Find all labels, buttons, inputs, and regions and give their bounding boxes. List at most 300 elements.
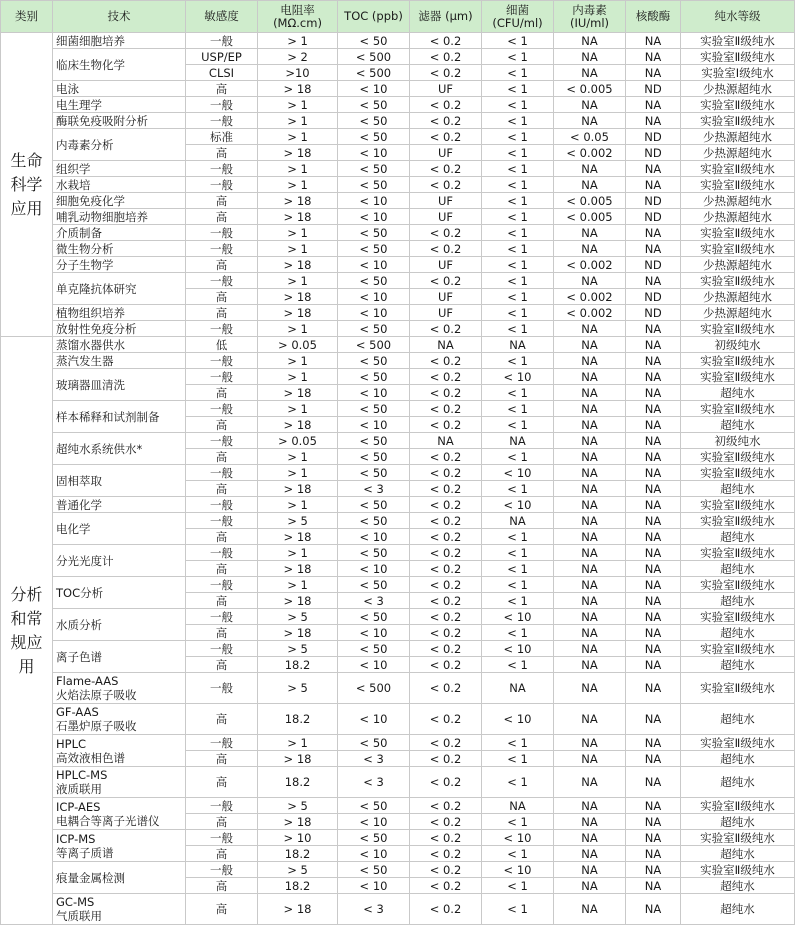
endotoxin-cell: NA xyxy=(554,735,626,751)
endotoxin-cell: NA xyxy=(554,225,626,241)
sensitivity-cell: 一般 xyxy=(186,241,258,257)
water-grade-cell: 超纯水 xyxy=(681,593,795,609)
filter-cell: < 0.2 xyxy=(410,862,482,878)
toc-cell: < 3 xyxy=(338,894,410,925)
sensitivity-cell: 高 xyxy=(186,814,258,830)
table-row xyxy=(1,862,795,878)
toc-cell: < 50 xyxy=(338,862,410,878)
water-grade-cell: 实验室Ⅱ级纯水 xyxy=(681,735,795,751)
endotoxin-cell: NA xyxy=(554,321,626,337)
bacteria-cell: < 1 xyxy=(482,417,554,433)
technique-cell: 普通化学 xyxy=(53,497,186,513)
nuclease-cell: NA xyxy=(626,545,681,561)
endotoxin-cell: < 0.002 xyxy=(554,145,626,161)
endotoxin-cell: NA xyxy=(554,593,626,609)
resistivity-cell: > 1 xyxy=(258,273,338,289)
water-grade-cell: 实验室Ⅱ级纯水 xyxy=(681,449,795,465)
water-grade-cell: 实验室Ⅱ级纯水 xyxy=(681,97,795,113)
technique-cell: ICP-AES 电耦合等离子光谱仪 xyxy=(53,798,186,830)
endotoxin-cell: NA xyxy=(554,545,626,561)
endotoxin-cell: < 0.05 xyxy=(554,129,626,145)
technique-cell: 水栽培 xyxy=(53,177,186,193)
sensitivity-cell: 高 xyxy=(186,878,258,894)
endotoxin-cell: NA xyxy=(554,529,626,545)
toc-cell: < 10 xyxy=(338,145,410,161)
toc-cell: < 50 xyxy=(338,513,410,529)
sensitivity-cell: 高 xyxy=(186,561,258,577)
toc-cell: < 500 xyxy=(338,673,410,704)
technique-cell: 离子色谱 xyxy=(53,641,186,673)
technique-cell: 哺乳动物细胞培养 xyxy=(53,209,186,225)
water-grade-cell: 超纯水 xyxy=(681,385,795,401)
table-row xyxy=(1,767,795,798)
toc-cell: < 3 xyxy=(338,767,410,798)
endotoxin-cell: NA xyxy=(554,481,626,497)
water-grade-cell: 超纯水 xyxy=(681,481,795,497)
nuclease-cell: ND xyxy=(626,289,681,305)
sensitivity-cell: 一般 xyxy=(186,497,258,513)
filter-cell: < 0.2 xyxy=(410,593,482,609)
water-grade-cell: 超纯水 xyxy=(681,878,795,894)
header-technique: 技术 xyxy=(53,1,186,33)
filter-cell: < 0.2 xyxy=(410,561,482,577)
technique-cell: 样本稀释和试剂制备 xyxy=(53,401,186,433)
bacteria-cell: < 1 xyxy=(482,449,554,465)
sensitivity-cell: 高 xyxy=(186,625,258,641)
bacteria-cell: < 10 xyxy=(482,497,554,513)
nuclease-cell: ND xyxy=(626,81,681,97)
resistivity-cell: > 1 xyxy=(258,129,338,145)
nuclease-cell: NA xyxy=(626,735,681,751)
resistivity-cell: > 5 xyxy=(258,798,338,814)
filter-cell: UF xyxy=(410,193,482,209)
category-cell: 生命科学应用 xyxy=(1,33,53,337)
toc-cell: < 10 xyxy=(338,704,410,735)
header-nuclease: 核酸酶 xyxy=(626,1,681,33)
resistivity-cell: > 18 xyxy=(258,193,338,209)
bacteria-cell: < 1 xyxy=(482,209,554,225)
filter-cell: UF xyxy=(410,145,482,161)
nuclease-cell: NA xyxy=(626,529,681,545)
bacteria-cell: < 1 xyxy=(482,289,554,305)
water-grade-cell: 实验室Ⅱ级纯水 xyxy=(681,465,795,481)
table-row xyxy=(1,97,795,113)
resistivity-cell: > 18 xyxy=(258,209,338,225)
technique-cell: ICP-MS 等离子质谱 xyxy=(53,830,186,862)
table-row xyxy=(1,830,795,846)
nuclease-cell: NA xyxy=(626,878,681,894)
nuclease-cell: NA xyxy=(626,113,681,129)
nuclease-cell: ND xyxy=(626,257,681,273)
filter-cell: < 0.2 xyxy=(410,273,482,289)
endotoxin-cell: NA xyxy=(554,273,626,289)
sensitivity-cell: 一般 xyxy=(186,161,258,177)
resistivity-cell: > 18 xyxy=(258,529,338,545)
filter-cell: < 0.2 xyxy=(410,704,482,735)
filter-cell: < 0.2 xyxy=(410,161,482,177)
header-filter: 滤器 (μm) xyxy=(410,1,482,33)
filter-cell: < 0.2 xyxy=(410,846,482,862)
bacteria-cell: < 1 xyxy=(482,735,554,751)
water-grade-cell: 少热源超纯水 xyxy=(681,209,795,225)
endotoxin-cell: NA xyxy=(554,97,626,113)
bacteria-cell: NA xyxy=(482,433,554,449)
technique-cell: 放射性免疫分析 xyxy=(53,321,186,337)
toc-cell: < 50 xyxy=(338,113,410,129)
toc-cell: < 50 xyxy=(338,449,410,465)
bacteria-cell: < 1 xyxy=(482,81,554,97)
endotoxin-cell: NA xyxy=(554,577,626,593)
endotoxin-cell: NA xyxy=(554,641,626,657)
technique-cell: HPLC-MS 液质联用 xyxy=(53,767,186,798)
bacteria-cell: < 1 xyxy=(482,113,554,129)
table-row xyxy=(1,401,795,417)
filter-cell: < 0.2 xyxy=(410,241,482,257)
resistivity-cell: > 1 xyxy=(258,369,338,385)
toc-cell: < 50 xyxy=(338,161,410,177)
sensitivity-cell: 高 xyxy=(186,449,258,465)
nuclease-cell: NA xyxy=(626,321,681,337)
nuclease-cell: NA xyxy=(626,49,681,65)
nuclease-cell: ND xyxy=(626,129,681,145)
resistivity-cell: 18.2 xyxy=(258,767,338,798)
resistivity-cell: > 1 xyxy=(258,33,338,49)
filter-cell: UF xyxy=(410,289,482,305)
toc-cell: < 50 xyxy=(338,497,410,513)
sensitivity-cell: 一般 xyxy=(186,225,258,241)
resistivity-cell: > 18 xyxy=(258,145,338,161)
toc-cell: < 50 xyxy=(338,830,410,846)
endotoxin-cell: NA xyxy=(554,369,626,385)
bacteria-cell: < 1 xyxy=(482,561,554,577)
toc-cell: < 10 xyxy=(338,814,410,830)
table-row xyxy=(1,225,795,241)
resistivity-cell: > 1 xyxy=(258,353,338,369)
bacteria-cell: < 1 xyxy=(482,321,554,337)
filter-cell: < 0.2 xyxy=(410,385,482,401)
endotoxin-cell: NA xyxy=(554,353,626,369)
toc-cell: < 10 xyxy=(338,289,410,305)
bacteria-cell: < 1 xyxy=(482,401,554,417)
water-grade-cell: 实验室Ⅱ级纯水 xyxy=(681,33,795,49)
filter-cell: < 0.2 xyxy=(410,481,482,497)
endotoxin-cell: < 0.005 xyxy=(554,209,626,225)
water-grade-cell: 少热源超纯水 xyxy=(681,193,795,209)
technique-cell: 电泳 xyxy=(53,81,186,97)
technique-cell: 细胞免疫化学 xyxy=(53,193,186,209)
water-grade-cell: 实验室Ⅱ级纯水 xyxy=(681,673,795,704)
bacteria-cell: < 10 xyxy=(482,862,554,878)
sensitivity-cell: 高 xyxy=(186,145,258,161)
technique-cell: 蒸汽发生器 xyxy=(53,353,186,369)
header-toc: TOC (ppb) xyxy=(338,1,410,33)
endotoxin-cell: NA xyxy=(554,878,626,894)
water-grade-cell: 超纯水 xyxy=(681,767,795,798)
water-grade-cell: 少热源超纯水 xyxy=(681,257,795,273)
filter-cell: < 0.2 xyxy=(410,321,482,337)
nuclease-cell: NA xyxy=(626,751,681,767)
sensitivity-cell: 一般 xyxy=(186,513,258,529)
toc-cell: < 50 xyxy=(338,433,410,449)
endotoxin-cell: NA xyxy=(554,751,626,767)
bacteria-cell: < 10 xyxy=(482,465,554,481)
nuclease-cell: NA xyxy=(626,417,681,433)
water-grade-cell: 超纯水 xyxy=(681,529,795,545)
water-grade-cell: 实验室Ⅱ级纯水 xyxy=(681,862,795,878)
bacteria-cell: < 1 xyxy=(482,767,554,798)
technique-cell: Flame-AAS 火焰法原子吸收 xyxy=(53,673,186,704)
nuclease-cell: NA xyxy=(626,369,681,385)
table-row xyxy=(1,209,795,225)
resistivity-cell: > 5 xyxy=(258,862,338,878)
nuclease-cell: NA xyxy=(626,641,681,657)
sensitivity-cell: 高 xyxy=(186,751,258,767)
sensitivity-cell: 一般 xyxy=(186,401,258,417)
resistivity-cell: > 18 xyxy=(258,385,338,401)
sensitivity-cell: 高 xyxy=(186,657,258,673)
resistivity-cell: > 1 xyxy=(258,545,338,561)
filter-cell: UF xyxy=(410,305,482,321)
table-row xyxy=(1,33,795,49)
endotoxin-cell: NA xyxy=(554,657,626,673)
water-grade-cell: 实验室Ⅱ级纯水 xyxy=(681,113,795,129)
sensitivity-cell: 一般 xyxy=(186,735,258,751)
sensitivity-cell: 一般 xyxy=(186,830,258,846)
resistivity-cell: > 2 xyxy=(258,49,338,65)
technique-cell: GC-MS 气质联用 xyxy=(53,894,186,925)
endotoxin-cell: < 0.005 xyxy=(554,81,626,97)
endotoxin-cell: NA xyxy=(554,161,626,177)
table-row xyxy=(1,353,795,369)
water-grade-cell: 超纯水 xyxy=(681,657,795,673)
endotoxin-cell: NA xyxy=(554,337,626,353)
filter-cell: < 0.2 xyxy=(410,735,482,751)
nuclease-cell: NA xyxy=(626,673,681,704)
toc-cell: < 50 xyxy=(338,609,410,625)
resistivity-cell: > 18 xyxy=(258,894,338,925)
water-grade-cell: 实验室Ⅰ级纯水 xyxy=(681,65,795,81)
resistivity-cell: 18.2 xyxy=(258,704,338,735)
resistivity-cell: > 1 xyxy=(258,177,338,193)
bacteria-cell: < 10 xyxy=(482,830,554,846)
bacteria-cell: < 1 xyxy=(482,751,554,767)
resistivity-cell: > 18 xyxy=(258,257,338,273)
sensitivity-cell: 一般 xyxy=(186,798,258,814)
sensitivity-cell: 高 xyxy=(186,193,258,209)
nuclease-cell: NA xyxy=(626,65,681,81)
toc-cell: < 500 xyxy=(338,65,410,81)
water-grade-cell: 超纯水 xyxy=(681,417,795,433)
endotoxin-cell: NA xyxy=(554,704,626,735)
table-row xyxy=(1,704,795,735)
header-bacteria: 细菌 (CFU/ml) xyxy=(482,1,554,33)
toc-cell: < 10 xyxy=(338,193,410,209)
nuclease-cell: NA xyxy=(626,353,681,369)
sensitivity-cell: 高 xyxy=(186,305,258,321)
toc-cell: < 50 xyxy=(338,321,410,337)
nuclease-cell: NA xyxy=(626,161,681,177)
toc-cell: < 500 xyxy=(338,337,410,353)
table-row xyxy=(1,113,795,129)
sensitivity-cell: 一般 xyxy=(186,273,258,289)
water-grade-cell: 实验室Ⅱ级纯水 xyxy=(681,273,795,289)
endotoxin-cell: NA xyxy=(554,433,626,449)
nuclease-cell: NA xyxy=(626,449,681,465)
resistivity-cell: > 0.05 xyxy=(258,433,338,449)
filter-cell: < 0.2 xyxy=(410,878,482,894)
bacteria-cell: < 1 xyxy=(482,193,554,209)
endotoxin-cell: NA xyxy=(554,241,626,257)
endotoxin-cell: NA xyxy=(554,814,626,830)
filter-cell: < 0.2 xyxy=(410,751,482,767)
table-row xyxy=(1,273,795,289)
bacteria-cell: < 1 xyxy=(482,545,554,561)
technique-cell: 细菌细胞培养 xyxy=(53,33,186,49)
toc-cell: < 10 xyxy=(338,657,410,673)
resistivity-cell: > 1 xyxy=(258,241,338,257)
bacteria-cell: NA xyxy=(482,337,554,353)
filter-cell: < 0.2 xyxy=(410,657,482,673)
water-grade-cell: 实验室Ⅱ级纯水 xyxy=(681,49,795,65)
bacteria-cell: NA xyxy=(482,798,554,814)
resistivity-cell: > 18 xyxy=(258,625,338,641)
nuclease-cell: NA xyxy=(626,177,681,193)
filter-cell: < 0.2 xyxy=(410,97,482,113)
endotoxin-cell: < 0.002 xyxy=(554,305,626,321)
filter-cell: < 0.2 xyxy=(410,894,482,925)
sensitivity-cell: 高 xyxy=(186,417,258,433)
endotoxin-cell: NA xyxy=(554,894,626,925)
toc-cell: < 3 xyxy=(338,593,410,609)
toc-cell: < 50 xyxy=(338,798,410,814)
table-row xyxy=(1,337,795,353)
sensitivity-cell: 高 xyxy=(186,704,258,735)
water-grade-cell: 少热源超纯水 xyxy=(681,305,795,321)
endotoxin-cell: < 0.005 xyxy=(554,193,626,209)
water-grade-cell: 实验室Ⅱ级纯水 xyxy=(681,545,795,561)
technique-cell: 固相萃取 xyxy=(53,465,186,497)
nuclease-cell: NA xyxy=(626,337,681,353)
water-grade-cell: 初级纯水 xyxy=(681,337,795,353)
table-row xyxy=(1,241,795,257)
category-cell: 分析和常规应用 xyxy=(1,337,53,925)
sensitivity-cell: 高 xyxy=(186,385,258,401)
filter-cell: < 0.2 xyxy=(410,353,482,369)
resistivity-cell: > 18 xyxy=(258,814,338,830)
table-body xyxy=(1,33,795,925)
filter-cell: < 0.2 xyxy=(410,177,482,193)
table-row xyxy=(1,798,795,814)
nuclease-cell: NA xyxy=(626,401,681,417)
resistivity-cell: > 5 xyxy=(258,609,338,625)
resistivity-cell: > 1 xyxy=(258,161,338,177)
technique-cell: 单克隆抗体研究 xyxy=(53,273,186,305)
filter-cell: < 0.2 xyxy=(410,830,482,846)
filter-cell: < 0.2 xyxy=(410,401,482,417)
nuclease-cell: NA xyxy=(626,385,681,401)
water-grade-cell: 实验室Ⅱ级纯水 xyxy=(681,321,795,337)
water-grade-cell: 超纯水 xyxy=(681,751,795,767)
bacteria-cell: < 1 xyxy=(482,257,554,273)
filter-cell: NA xyxy=(410,433,482,449)
table-row xyxy=(1,465,795,481)
nuclease-cell: NA xyxy=(626,767,681,798)
sensitivity-cell: 高 xyxy=(186,257,258,273)
sensitivity-cell: 一般 xyxy=(186,609,258,625)
resistivity-cell: 18.2 xyxy=(258,878,338,894)
resistivity-cell: 18.2 xyxy=(258,846,338,862)
filter-cell: UF xyxy=(410,257,482,273)
endotoxin-cell: NA xyxy=(554,417,626,433)
technique-cell: 植物组织培养 xyxy=(53,305,186,321)
toc-cell: < 10 xyxy=(338,878,410,894)
water-grade-cell: 实验室Ⅱ级纯水 xyxy=(681,241,795,257)
filter-cell: < 0.2 xyxy=(410,497,482,513)
nuclease-cell: NA xyxy=(626,513,681,529)
bacteria-cell: < 1 xyxy=(482,305,554,321)
technique-cell: 痕量金属检测 xyxy=(53,862,186,894)
nuclease-cell: ND xyxy=(626,305,681,321)
bacteria-cell: < 1 xyxy=(482,273,554,289)
resistivity-cell: > 5 xyxy=(258,641,338,657)
bacteria-cell: < 1 xyxy=(482,65,554,81)
header-sensitivity: 敏感度 xyxy=(186,1,258,33)
header-row xyxy=(1,1,795,33)
endotoxin-cell: NA xyxy=(554,449,626,465)
resistivity-cell: > 0.05 xyxy=(258,337,338,353)
endotoxin-cell: NA xyxy=(554,846,626,862)
nuclease-cell: NA xyxy=(626,241,681,257)
water-grade-cell: 实验室Ⅱ级纯水 xyxy=(681,798,795,814)
filter-cell: < 0.2 xyxy=(410,513,482,529)
water-grade-cell: 实验室Ⅱ级纯水 xyxy=(681,577,795,593)
nuclease-cell: ND xyxy=(626,209,681,225)
table-row xyxy=(1,894,795,925)
endotoxin-cell: NA xyxy=(554,33,626,49)
bacteria-cell: < 1 xyxy=(482,878,554,894)
nuclease-cell: NA xyxy=(626,814,681,830)
bacteria-cell: < 10 xyxy=(482,704,554,735)
technique-cell: GF-AAS 石墨炉原子吸收 xyxy=(53,704,186,735)
filter-cell: < 0.2 xyxy=(410,609,482,625)
endotoxin-cell: NA xyxy=(554,673,626,704)
header-endotoxin: 内毒素 (IU/ml) xyxy=(554,1,626,33)
endotoxin-cell: NA xyxy=(554,561,626,577)
bacteria-cell: < 1 xyxy=(482,97,554,113)
bacteria-cell: < 1 xyxy=(482,49,554,65)
technique-cell: 电化学 xyxy=(53,513,186,545)
bacteria-cell: < 1 xyxy=(482,657,554,673)
endotoxin-cell: NA xyxy=(554,113,626,129)
bacteria-cell: < 1 xyxy=(482,593,554,609)
sensitivity-cell: 一般 xyxy=(186,353,258,369)
sensitivity-cell: 一般 xyxy=(186,177,258,193)
table-row xyxy=(1,673,795,704)
resistivity-cell: > 18 xyxy=(258,289,338,305)
table-row xyxy=(1,577,795,593)
sensitivity-cell: 高 xyxy=(186,289,258,305)
toc-cell: < 50 xyxy=(338,225,410,241)
nuclease-cell: ND xyxy=(626,145,681,161)
toc-cell: < 3 xyxy=(338,481,410,497)
toc-cell: < 50 xyxy=(338,369,410,385)
table-row xyxy=(1,177,795,193)
filter-cell: UF xyxy=(410,81,482,97)
filter-cell: < 0.2 xyxy=(410,798,482,814)
nuclease-cell: NA xyxy=(626,33,681,49)
filter-cell: NA xyxy=(410,337,482,353)
technique-cell: 微生物分析 xyxy=(53,241,186,257)
